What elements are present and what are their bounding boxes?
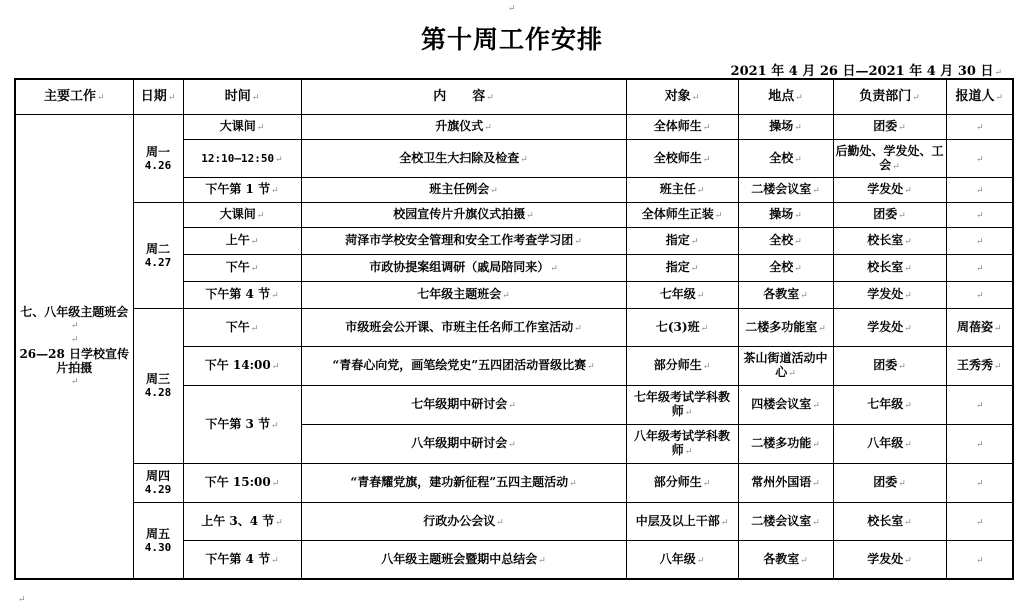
content-cell: 市政协提案组调研（戚局陪同来）↵ bbox=[301, 255, 626, 282]
reporter-cell: ↵ bbox=[946, 140, 1013, 178]
page-title: 第十周工作安排 bbox=[420, 25, 603, 54]
content-cell: 市级班会公开课、市班主任名师工作室活动↵ bbox=[301, 309, 626, 347]
target-cell: 全体师生↵ bbox=[626, 115, 738, 140]
paragraph-mark: ↵ bbox=[18, 595, 26, 605]
target-cell: 八年级考试学科教师↵ bbox=[626, 425, 738, 464]
content-cell: 七年级主题班会↵ bbox=[301, 282, 626, 309]
target-cell: 八年级↵ bbox=[626, 541, 738, 580]
location-cell: 二楼会议室↵ bbox=[738, 503, 833, 541]
main-work-cell: 七、八年级主题班会 ↵ ↵ 26—28 日学校宣传片拍摄 ↵ bbox=[15, 115, 133, 580]
time-cell: 下午第 4 节↵ bbox=[183, 541, 301, 580]
reporter-cell: ↵ bbox=[946, 386, 1013, 425]
time-cell: 下午第 1 节↵ bbox=[183, 178, 301, 203]
location-cell: 全校↵ bbox=[738, 255, 833, 282]
content-cell: 菏泽市学校安全管理和安全工作考查学习团↵ bbox=[301, 228, 626, 255]
location-cell: 操场↵ bbox=[738, 115, 833, 140]
day-cell-thu: 周四 4.29 bbox=[133, 464, 183, 503]
reporter-cell: 王秀秀↵ bbox=[946, 347, 1013, 386]
location-cell: 全校↵ bbox=[738, 228, 833, 255]
department-cell: 学发处↵ bbox=[833, 178, 946, 203]
reporter-cell: ↵ bbox=[946, 115, 1013, 140]
table-row bbox=[15, 503, 1013, 541]
department-cell: 校长室↵ bbox=[833, 228, 946, 255]
reporter-cell: ↵ bbox=[946, 203, 1013, 228]
content-cell: 行政办公会议↵ bbox=[301, 503, 626, 541]
target-cell: 七年级考试学科教师↵ bbox=[626, 386, 738, 425]
reporter-cell: ↵ bbox=[946, 228, 1013, 255]
location-cell: 各教室↵ bbox=[738, 282, 833, 309]
time-cell: 下午第 4 节↵ bbox=[183, 282, 301, 309]
day-cell-fri: 周五 4.30 bbox=[133, 503, 183, 580]
reporter-cell: ↵ bbox=[946, 464, 1013, 503]
target-cell: 指定↵ bbox=[626, 228, 738, 255]
time-cell: 下午 14:00↵ bbox=[183, 347, 301, 386]
header-target: 对象↵ bbox=[626, 79, 738, 115]
reporter-cell: 周蓓姿↵ bbox=[946, 309, 1013, 347]
content-cell: 校园宣传片升旗仪式拍摄↵ bbox=[301, 203, 626, 228]
time-cell: 下午第 3 节↵ bbox=[183, 386, 301, 464]
table-row bbox=[15, 115, 1013, 140]
header-row bbox=[15, 79, 1013, 115]
department-cell: 校长室↵ bbox=[833, 503, 946, 541]
department-cell: 团委↵ bbox=[833, 115, 946, 140]
target-cell: 全体师生正装↵ bbox=[626, 203, 738, 228]
header-main-work: 主要工作↵ bbox=[15, 79, 133, 115]
target-cell: 七(3)班↵ bbox=[626, 309, 738, 347]
time-cell: 大课间↵ bbox=[183, 203, 301, 228]
day-cell-wed: 周三 4.28 bbox=[133, 309, 183, 464]
department-cell: 七年级↵ bbox=[833, 386, 946, 425]
header-reporter: 报道人↵ bbox=[946, 79, 1013, 115]
content-cell: 八年级期中研讨会↵ bbox=[301, 425, 626, 464]
location-cell: 茶山街道活动中心↵ bbox=[738, 347, 833, 386]
header-content: 内 容↵ bbox=[301, 79, 626, 115]
header-time: 时间↵ bbox=[183, 79, 301, 115]
target-cell: 七年级↵ bbox=[626, 282, 738, 309]
schedule-table bbox=[14, 78, 1014, 580]
reporter-cell: ↵ bbox=[946, 503, 1013, 541]
content-cell: “青春耀党旗，建功新征程”五四主题活动↵ bbox=[301, 464, 626, 503]
content-cell: 班主任例会↵ bbox=[301, 178, 626, 203]
content-cell: 全校卫生大扫除及检查↵ bbox=[301, 140, 626, 178]
reporter-cell: ↵ bbox=[946, 282, 1013, 309]
reporter-cell: ↵ bbox=[946, 178, 1013, 203]
date-range: 2021 年 4 月 26 日—2021 年 4 月 30 日↵ bbox=[730, 64, 1002, 79]
time-cell: 大课间↵ bbox=[183, 115, 301, 140]
reporter-cell: ↵ bbox=[946, 425, 1013, 464]
time-cell: 下午↵ bbox=[183, 255, 301, 282]
department-cell: 学发处↵ bbox=[833, 309, 946, 347]
target-cell: 指定↵ bbox=[626, 255, 738, 282]
table-row bbox=[15, 464, 1013, 503]
location-cell: 四楼会议室↵ bbox=[738, 386, 833, 425]
department-cell: 后勤处、学发处、工会↵ bbox=[833, 140, 946, 178]
department-cell: 学发处↵ bbox=[833, 282, 946, 309]
paragraph-mark: ↵ bbox=[508, 4, 516, 14]
department-cell: 团委↵ bbox=[833, 464, 946, 503]
day-cell-tue: 周二 4.27 bbox=[133, 203, 183, 309]
time-cell: 下午 15:00↵ bbox=[183, 464, 301, 503]
table-row bbox=[15, 203, 1013, 228]
target-cell: 班主任↵ bbox=[626, 178, 738, 203]
target-cell: 部分师生↵ bbox=[626, 464, 738, 503]
time-cell: 上午↵ bbox=[183, 228, 301, 255]
content-cell: 八年级主题班会暨期中总结会↵ bbox=[301, 541, 626, 580]
target-cell: 中层及以上干部↵ bbox=[626, 503, 738, 541]
location-cell: 全校↵ bbox=[738, 140, 833, 178]
header-date: 日期↵ bbox=[133, 79, 183, 115]
location-cell: 常州外国语↵ bbox=[738, 464, 833, 503]
content-cell: 七年级期中研讨会↵ bbox=[301, 386, 626, 425]
department-cell: 校长室↵ bbox=[833, 255, 946, 282]
header-department: 负责部门↵ bbox=[833, 79, 946, 115]
time-cell: 下午↵ bbox=[183, 309, 301, 347]
department-cell: 学发处↵ bbox=[833, 541, 946, 580]
day-cell-mon: 周一 4.26 bbox=[133, 115, 183, 203]
time-cell: 12:10—12:50↵ bbox=[183, 140, 301, 178]
location-cell: 各教室↵ bbox=[738, 541, 833, 580]
department-cell: 八年级↵ bbox=[833, 425, 946, 464]
location-cell: 二楼会议室↵ bbox=[738, 178, 833, 203]
target-cell: 部分师生↵ bbox=[626, 347, 738, 386]
table-row bbox=[15, 309, 1013, 347]
content-cell: 升旗仪式↵ bbox=[301, 115, 626, 140]
department-cell: 团委↵ bbox=[833, 203, 946, 228]
reporter-cell: ↵ bbox=[946, 541, 1013, 580]
location-cell: 二楼多功能室↵ bbox=[738, 309, 833, 347]
time-cell: 上午 3、4 节↵ bbox=[183, 503, 301, 541]
header-location: 地点↵ bbox=[738, 79, 833, 115]
department-cell: 团委↵ bbox=[833, 347, 946, 386]
reporter-cell: ↵ bbox=[946, 255, 1013, 282]
location-cell: 二楼多功能↵ bbox=[738, 425, 833, 464]
target-cell: 全校师生↵ bbox=[626, 140, 738, 178]
content-cell: “青春心向党，画笔绘党史”五四团活动晋级比赛↵ bbox=[301, 347, 626, 386]
location-cell: 操场↵ bbox=[738, 203, 833, 228]
